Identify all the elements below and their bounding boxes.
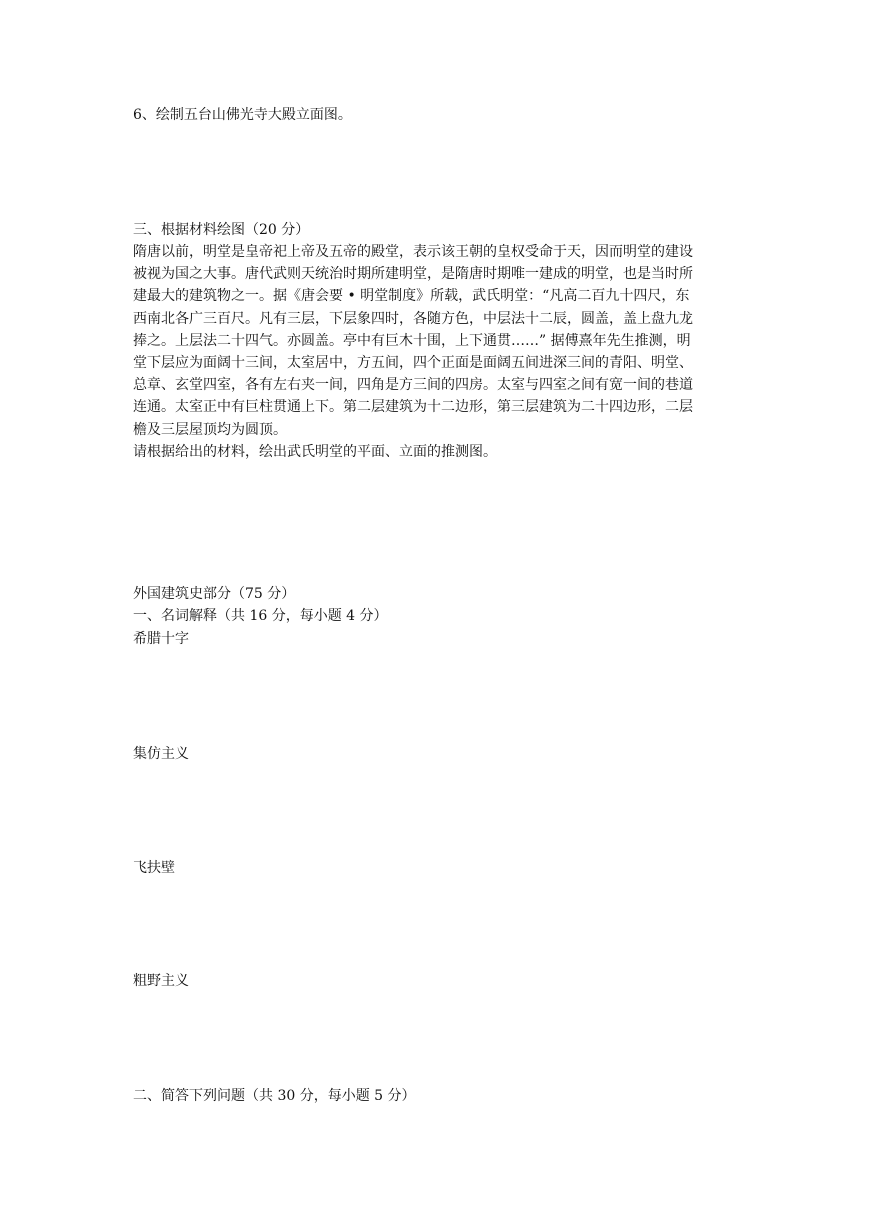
- term-greek-cross: 希腊十字: [133, 631, 189, 647]
- paragraph-line: 被视为国之大事。唐代武则天统治时期所建明堂，是隋唐时期唯一建成的明堂，也是当时所: [133, 266, 693, 283]
- term-flying-buttress: 飞扶壁: [133, 860, 175, 876]
- foreign-architecture-heading: 外国建筑史部分（75 分）: [133, 586, 296, 602]
- section-3-heading: 三、根据材料绘图（20 分）: [133, 222, 310, 238]
- section-3-paragraph: [133, 241, 741, 463]
- section-1-heading: 一、名词解释（共 16 分，每小题 4 分）: [133, 608, 388, 624]
- paragraph-line: 堂下层应为面阔十三间，太室居中，方五间，四个正面是面阔五间进深三间的青阳、明堂、: [133, 355, 693, 372]
- paragraph-line: 檐及三层屋顶均为圆顶。: [133, 421, 287, 438]
- paragraph-line: 总章、玄堂四室，各有左右夹一间，四角是方三间的四房。太室与四室之间有宽一间的巷道: [133, 377, 693, 394]
- paragraph-line: 请根据给出的材料，绘出武氏明堂的平面、立面的推测图。: [133, 443, 497, 460]
- section-2-heading: 二、简答下列问题（共 30 分，每小题 5 分）: [133, 1088, 416, 1104]
- paragraph-line: 隋唐以前，明堂是皇帝祀上帝及五帝的殿堂，表示该王朝的皇权受命于天，因而明堂的建设: [133, 244, 693, 260]
- paragraph-line: 连通。太室正中有巨柱贯通上下。第二层建筑为十二边形，第三层建筑为二十四边形，二层: [133, 399, 693, 416]
- paragraph-line: 建最大的建筑物之一。据《唐会要 • 明堂制度》所载，武氏明堂：“凡高二百九十四尺，东: [133, 288, 690, 305]
- term-brutalism: 粗野主义: [133, 973, 189, 989]
- question-6: 6、绘制五台山佛光寺大殿立面图。: [133, 107, 352, 123]
- paragraph-line: 西南北各广三百尺。凡有三层，下层象四时，各随方色，中层法十二辰，圆盖，盖上盘九龙: [133, 310, 693, 327]
- paragraph-line: 捧之。上层法二十四气。亦圆盖。亭中有巨木十围，上下通贯……” 据傅熹年先生推测，明: [133, 332, 691, 349]
- term-eclecticism: 集仿主义: [133, 746, 189, 762]
